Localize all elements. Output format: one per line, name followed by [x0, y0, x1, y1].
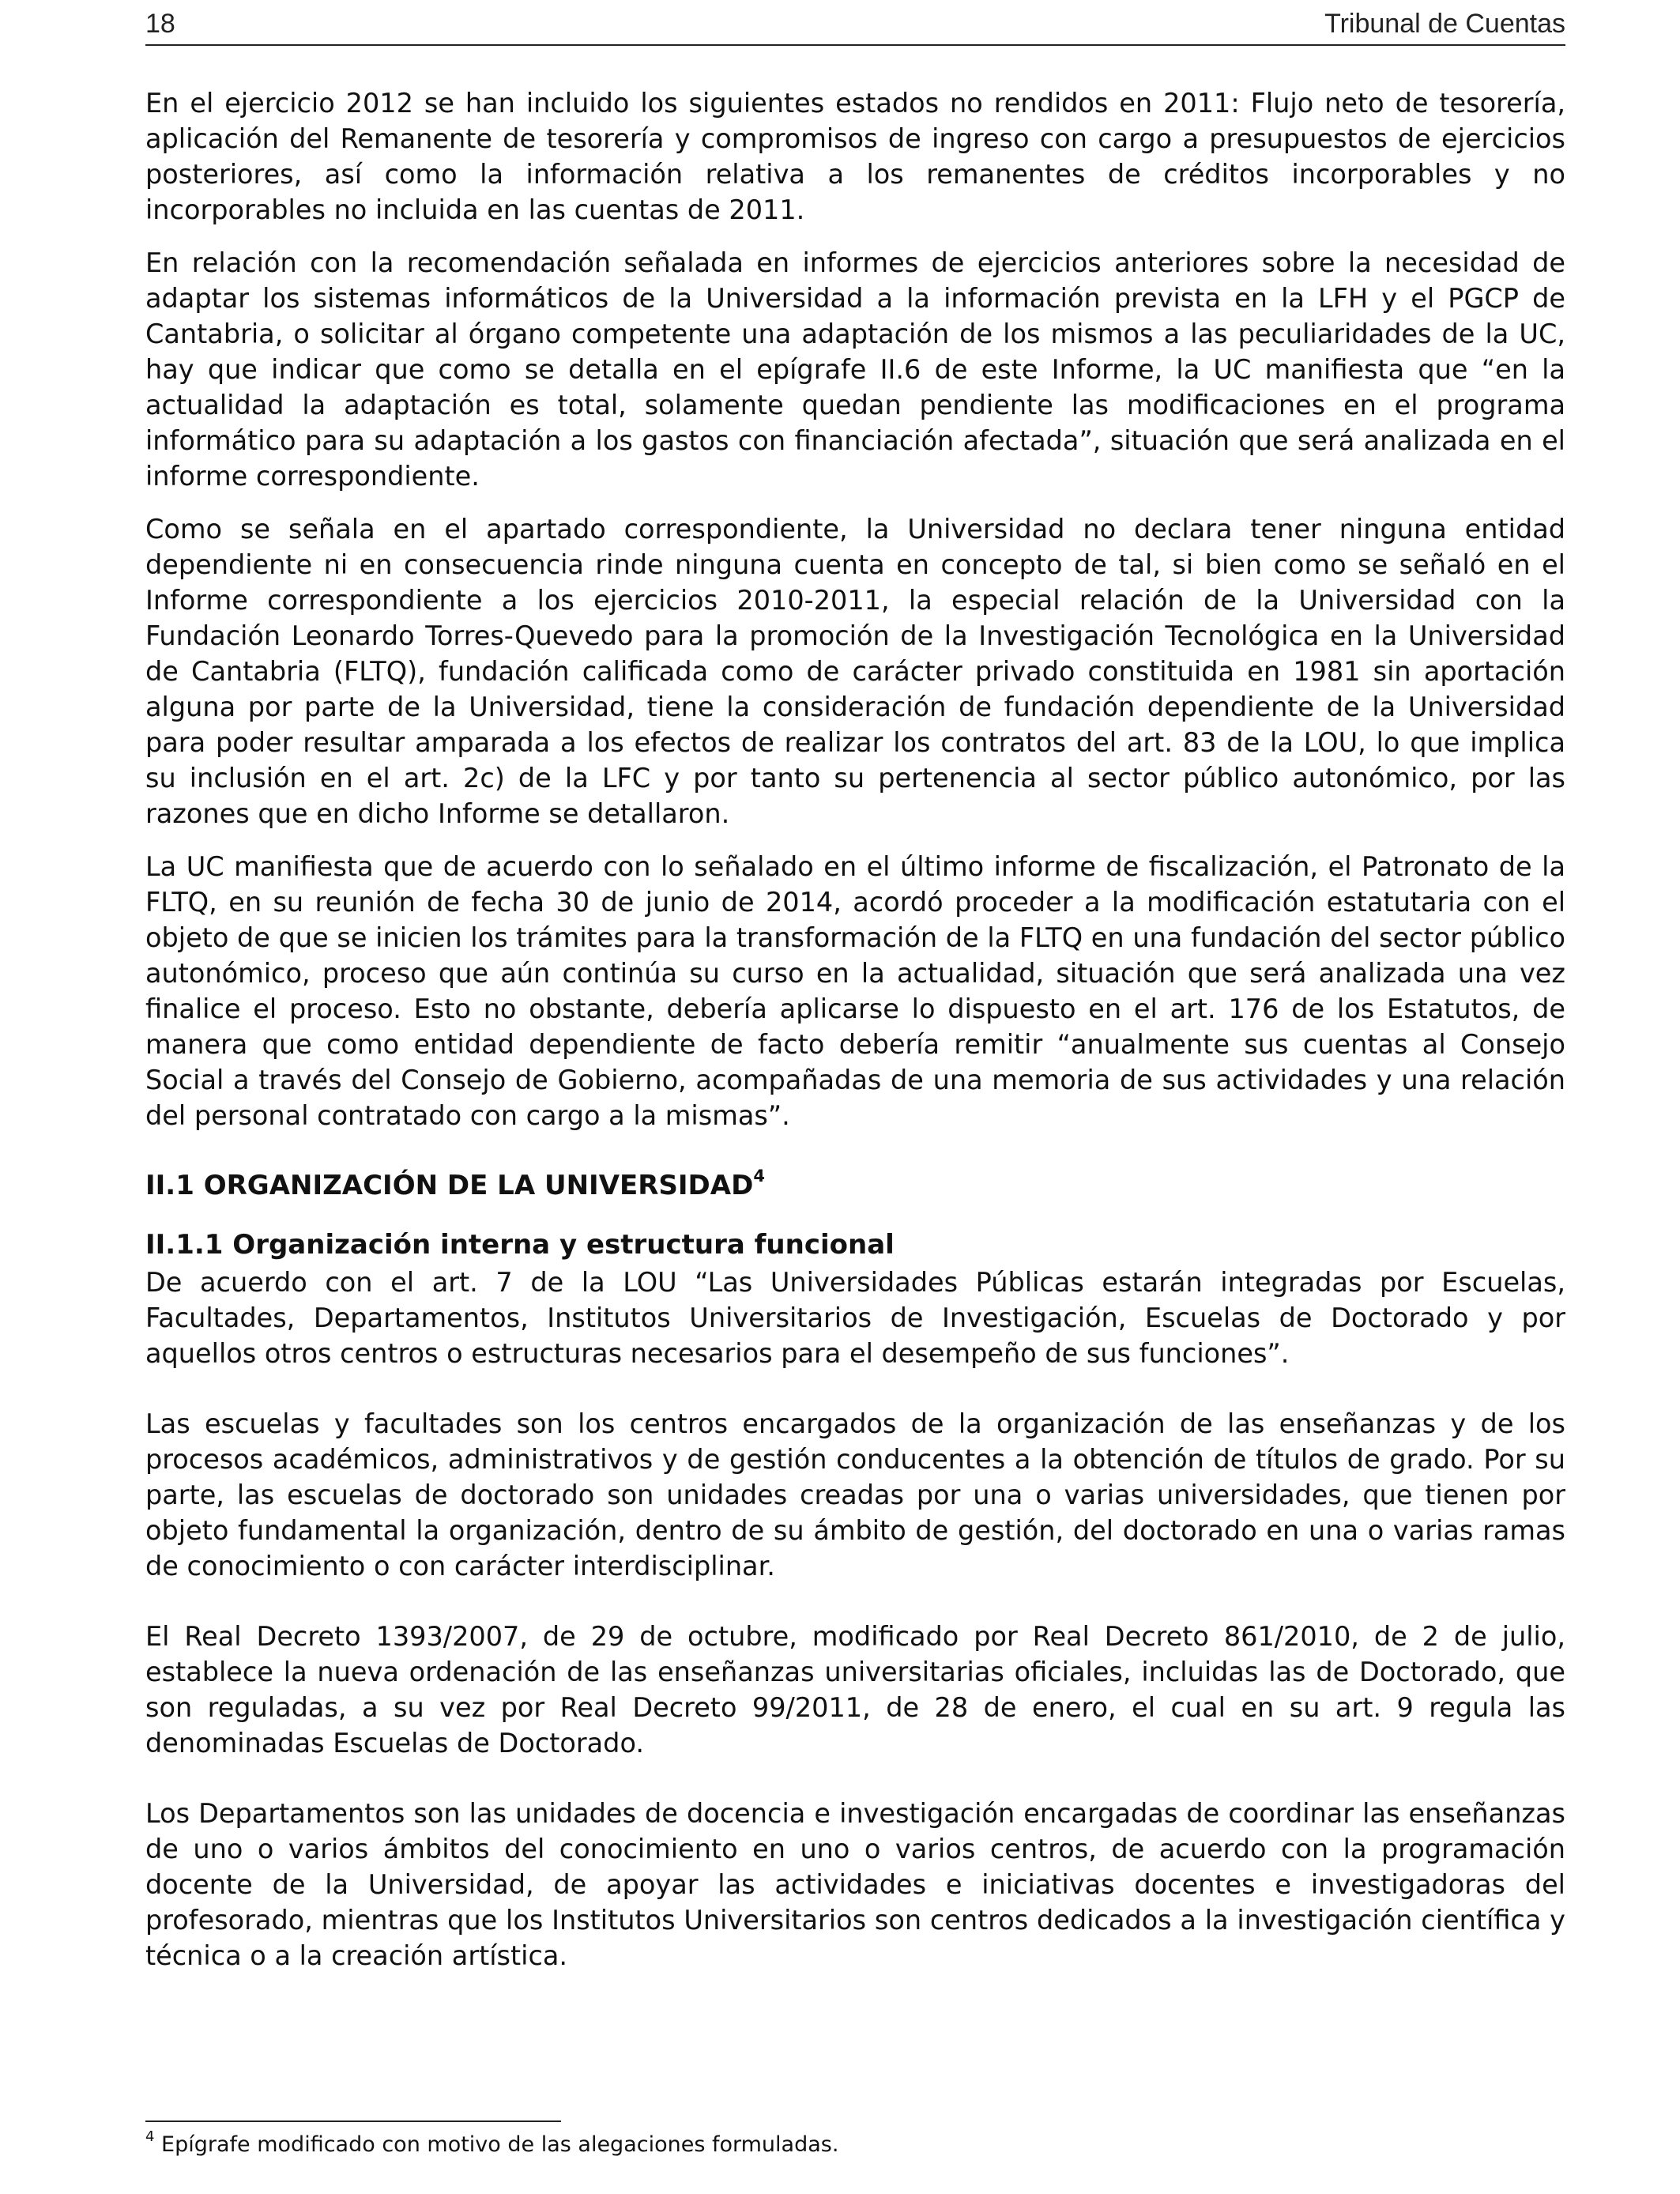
- section-heading-text: II.1 ORGANIZACIÓN DE LA UNIVERSIDAD: [145, 1170, 754, 1201]
- document-body: [145, 85, 1565, 1991]
- section-heading: [145, 1168, 1565, 1204]
- paragraph: De acuerdo con el art. 7 de la LOU “Las Universidades Públicas estarán integradas por Escuelas, Facultades, Departamentos, Institutos Universitarios de Investigación, Escuelas de Doctorado y por aquellos otros centros o estructuras necesarios para el desempeño de sus funciones”.: [145, 1267, 1565, 1369]
- footnote: [145, 2128, 839, 2157]
- running-title: Tribunal de Cuentas: [1324, 9, 1565, 39]
- paragraph: Las escuelas y facultades son los centros encargados de la organización de las enseñanzas y de los procesos académicos, administrativos y de gestión conducentes a la obtención de títulos de grado. Por su parte, las escuelas de doctorado son unidades creadas por una o varias universidades, que tienen por objeto fundamental la organización, dentro de su ámbito de gestión, del doctorado en una o varias ramas de conocimiento o con carácter interdisciplinar.: [145, 1408, 1565, 1581]
- footnote-reference: 4: [753, 1166, 765, 1186]
- subsection-heading: II.1.1 Organización interna y estructura funcional: [145, 1229, 895, 1261]
- page-header: [145, 8, 1565, 46]
- paragraph: Los Departamentos son las unidades de docencia e investigación encargadas de coordinar las enseñanzas de uno o varios ámbitos del conocimiento en uno o varios centros, de acuerdo con la programación docente de la Universidad, de apoyar las actividades e iniciativas docentes e investigadoras del profesorado, mientras que los Institutos Universitarios son centros dedicados a la investigación científica y técnica o a la creación artística.: [145, 1798, 1565, 1971]
- footnote-separator: [145, 2120, 561, 2122]
- paragraph: Como se señala en el apartado correspondiente, la Universidad no declara tener ninguna entidad dependiente ni en consecuencia rinde ninguna cuenta en concepto de tal, si bien como se señaló en el Informe correspondiente a los ejercicios 2010-2011, la especial relación de la Universidad con la Fundación Leonardo Torres-Quevedo para la promoción de la Investigación Tecnológica en la Universidad de Cantabria (FLTQ), fundación calificada como de carácter privado constituida en 1981 sin aportación alguna por parte de la Universidad, tiene la consideración de fundación dependiente de la Universidad para poder resultar amparada a los efectos de realizar los contratos del art. 83 de la LOU, lo que implica su inclusión en el art. 2c) de la LFC y por tanto su pertenencia al sector público autonómico, por las razones que en dicho Informe se detallaron.: [145, 514, 1565, 829]
- paragraph: El Real Decreto 1393/2007, de 29 de octubre, modificado por Real Decreto 861/2010, de 2 de julio, establece la nueva ordenación de las enseñanzas universitarias oficiales, incluidas las de Doctorado, que son reguladas, a su vez por Real Decreto 99/2011, de 28 de enero, el cual en su art. 9 regula las denominadas Escuelas de Doctorado.: [145, 1621, 1565, 1759]
- paragraph: En relación con la recomendación señalada en informes de ejercicios anteriores sobre la necesidad de adaptar los sistemas informáticos de la Universidad a la información prevista en la LFH y el PGCP de Cantabria, o solicitar al órgano competente una adaptación de los mismos a las peculiaridades de la UC, hay que indicar que como se detalla en el epígrafe II.6 de este Informe, la UC manifiesta que “en la actualidad la adaptación es total, solamente quedan pendiente las modificaciones en el programa informático para su adaptación a los gastos con financiación afectada”, situación que será analizada en el informe correspondiente.: [145, 247, 1565, 492]
- footnote-number: 4: [145, 2128, 155, 2145]
- footnote-text: Epígrafe modificado con motivo de las alegaciones formuladas.: [161, 2132, 839, 2157]
- paragraph: La UC manifiesta que de acuerdo con lo señalado en el último informe de fiscalización, el Patronato de la FLTQ, en su reunión de fecha 30 de junio de 2014, acordó proceder a la modificación estatutaria con el objeto de que se inicien los trámites para la transformación de la FLTQ en una fundación del sector público autonómico, proceso que aún continúa su curso en la actualidad, situación que será analizada una vez finalice el proceso. Esto no obstante, debería aplicarse lo dispuesto en el art. 176 de los Estatutos, de manera que como entidad dependiente de facto debería remitir “anualmente sus cuentas al Consejo Social a través del Consejo de Gobierno, acompañadas de una memoria de sus actividades y una relación del personal contratado con cargo a la mismas”.: [145, 851, 1565, 1131]
- paragraph: En el ejercicio 2012 se han incluido los siguientes estados no rendidos en 2011: Flujo neto de tesorería, aplicación del Remanente de tesorería y compromisos de ingreso con cargo a presupuestos de ejercicios posteriores, así como la información relativa a los remanentes de créditos incorporables y no incorporables no incluida en las cuentas de 2011.: [145, 88, 1565, 225]
- page-number: 18: [145, 9, 175, 39]
